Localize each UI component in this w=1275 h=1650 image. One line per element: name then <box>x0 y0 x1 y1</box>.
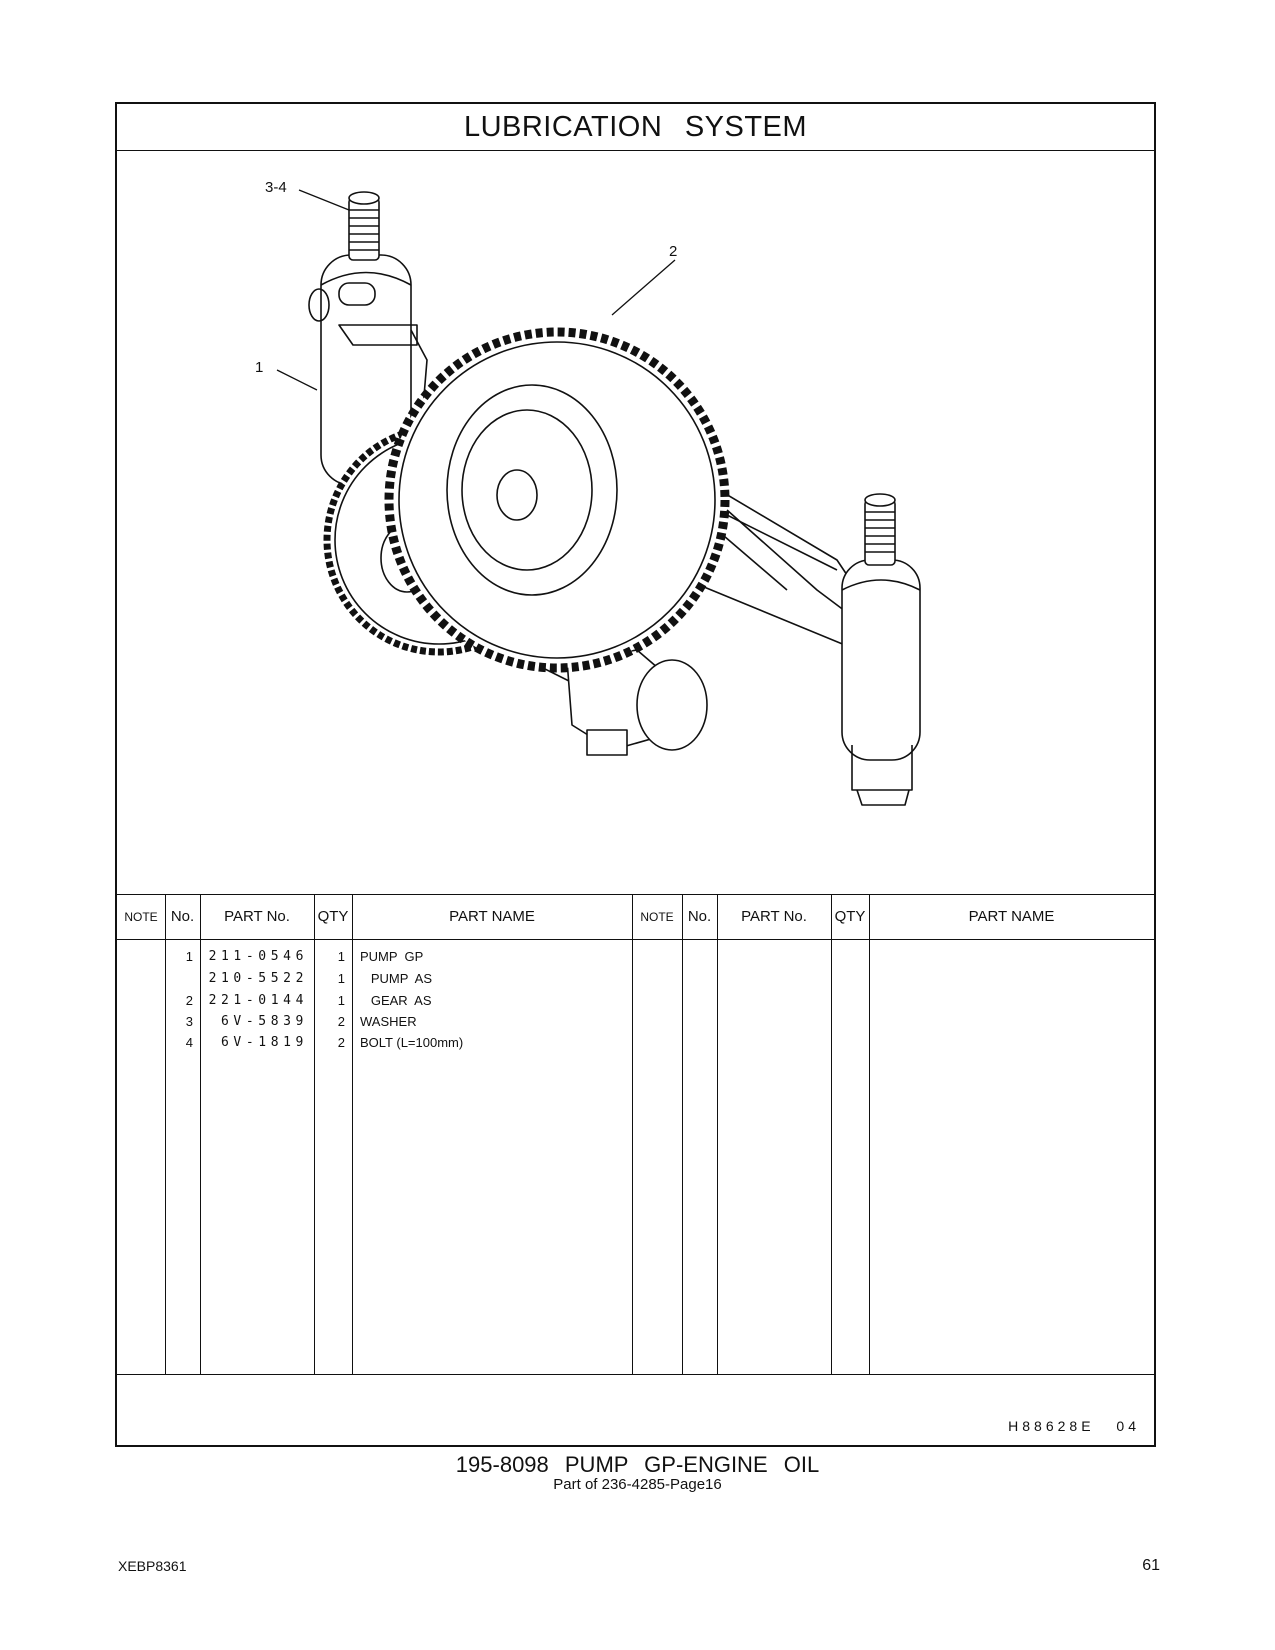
callout-1: 1 <box>255 359 264 376</box>
part-name: PUMP AS <box>360 971 433 986</box>
header-partname-left: PART NAME <box>449 908 535 925</box>
oil-pump-drawing <box>117 150 1154 894</box>
drive-gear-2 <box>389 332 725 668</box>
header-note-left: NOTE <box>124 910 158 924</box>
column-divider <box>831 894 832 1374</box>
quantity: 1 <box>337 993 345 1008</box>
part-name: WASHER <box>360 1014 417 1029</box>
part-number: 6V-5839 <box>221 1014 308 1029</box>
header-no-left: No. <box>170 908 195 925</box>
part-number: 221-0144 <box>208 993 308 1008</box>
leader-2 <box>612 260 675 315</box>
parts-page-frame <box>115 102 1156 1447</box>
header-partno-left: PART No. <box>224 908 290 925</box>
table-row <box>117 1032 632 1053</box>
column-divider <box>632 894 633 1374</box>
page-number: 61 <box>1142 1557 1160 1574</box>
quantity: 1 <box>337 971 345 986</box>
item-number: 4 <box>185 1035 193 1050</box>
section-title: LUBRICATION SYSTEM <box>117 104 1154 151</box>
leader-3-4 <box>299 190 349 210</box>
table-header <box>117 894 1154 940</box>
header-partno-right: PART No. <box>741 908 807 925</box>
column-divider <box>869 894 870 1374</box>
stud-3-4 <box>349 192 379 260</box>
item-number: 1 <box>185 949 193 964</box>
parts-list-table <box>117 894 1154 1374</box>
part-number: 6V-1819 <box>221 1035 308 1050</box>
illustration-code: H88628E 04 <box>1008 1418 1140 1434</box>
table-row <box>117 946 632 967</box>
callout-3-4: 3-4 <box>265 179 287 196</box>
leader-1 <box>277 370 317 390</box>
group-title: 195-8098 PUMP GP-ENGINE OIL <box>455 1452 820 1477</box>
header-note-right: NOTE <box>640 910 674 924</box>
item-number: 3 <box>185 1014 193 1029</box>
header-partname-right: PART NAME <box>968 908 1055 925</box>
column-divider <box>717 894 718 1374</box>
document-code: XEBP8361 <box>118 1558 187 1574</box>
part-name: BOLT (L=100mm) <box>360 1035 464 1050</box>
group-subtitle: Part of 236-4285-Page16 <box>553 1476 722 1493</box>
quantity: 1 <box>337 949 345 964</box>
table-row <box>117 1011 632 1032</box>
part-name: GEAR AS <box>360 993 432 1008</box>
quantity: 2 <box>337 1035 345 1050</box>
table-row <box>117 990 632 1011</box>
callout-2: 2 <box>669 243 678 260</box>
header-qty-left: QTY <box>317 908 349 925</box>
column-divider <box>682 894 683 1374</box>
quantity: 2 <box>337 1014 345 1029</box>
header-qty-right: QTY <box>834 908 866 925</box>
part-name: PUMP GP <box>360 949 424 964</box>
part-number: 211-0546 <box>208 949 308 964</box>
table-row <box>117 968 632 989</box>
exploded-view-illustration <box>117 150 1154 894</box>
item-number: 2 <box>185 993 193 1008</box>
illustration-footer <box>117 1374 1154 1448</box>
stud-right <box>842 494 920 805</box>
header-no-right: No. <box>687 908 712 925</box>
part-number: 210-5522 <box>208 971 308 986</box>
